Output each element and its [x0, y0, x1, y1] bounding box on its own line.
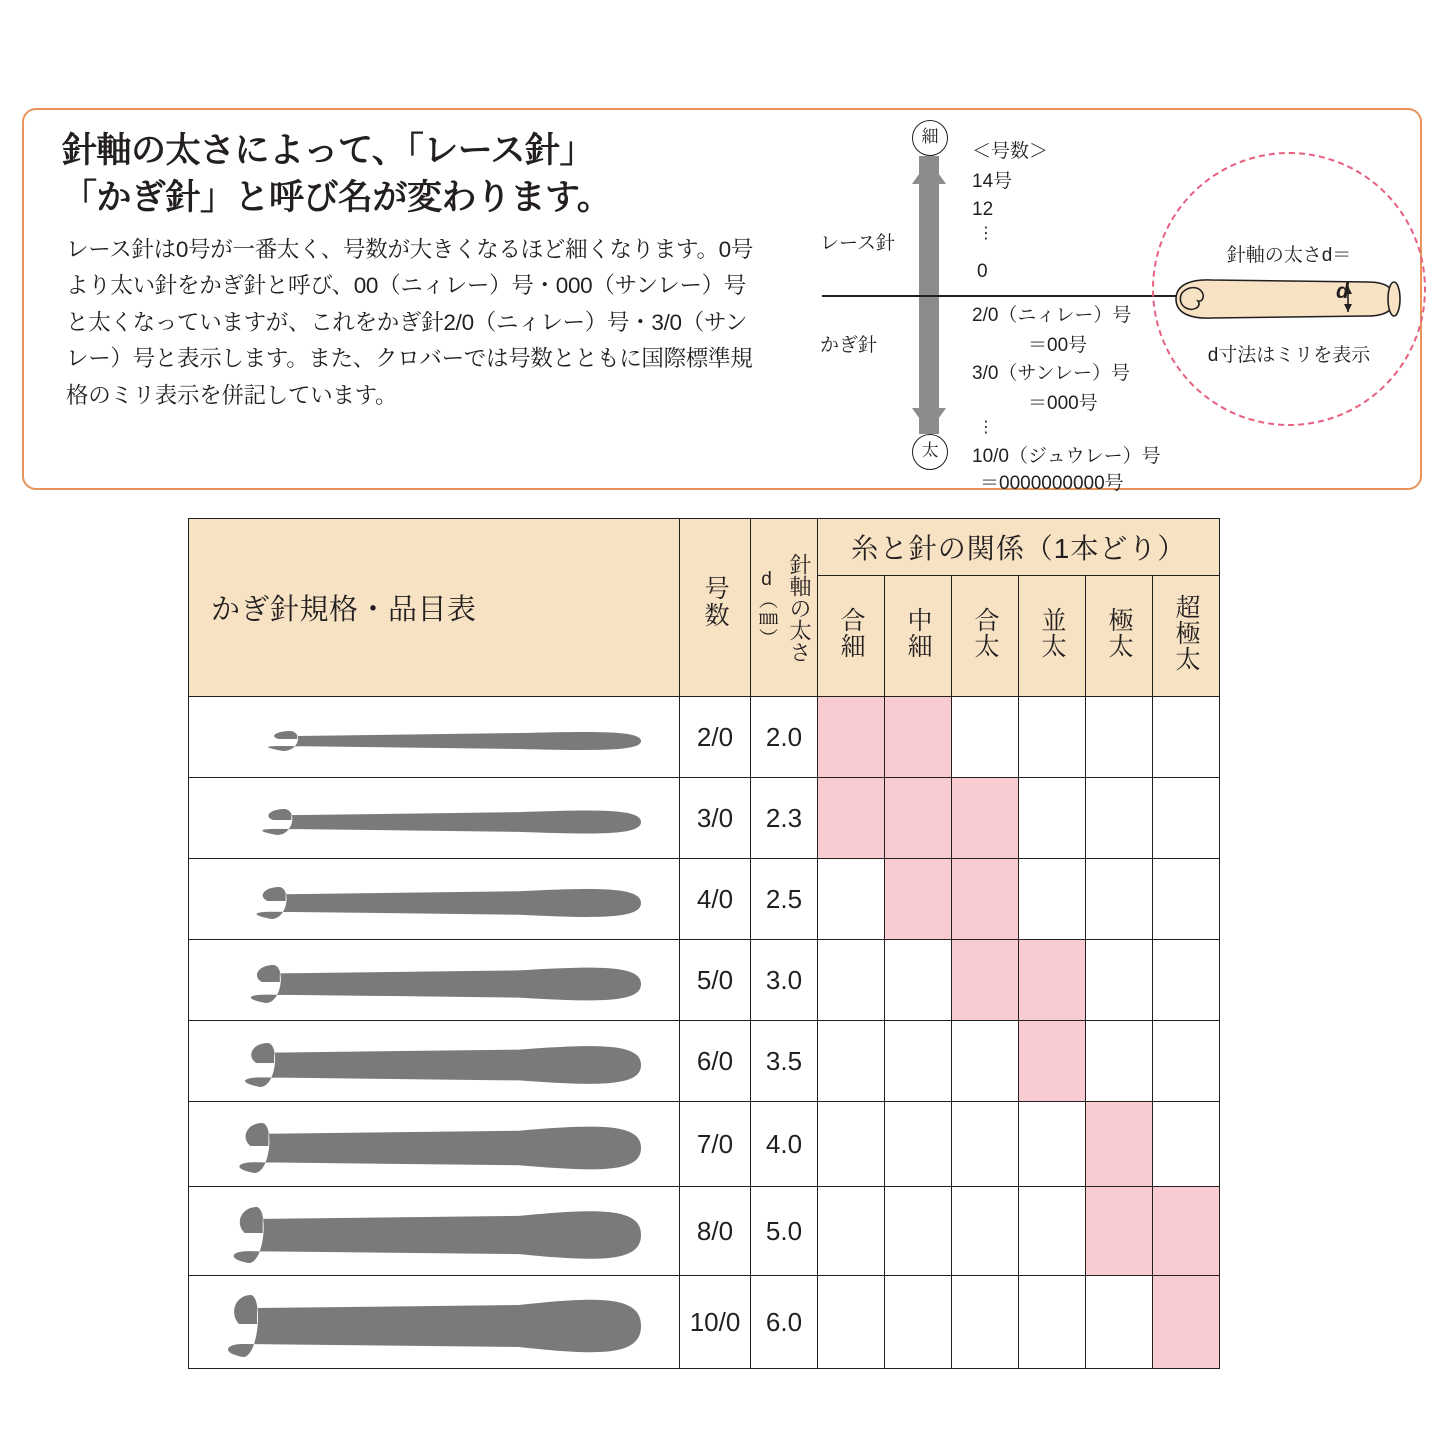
cell-thickness-mm: 2.3: [751, 778, 818, 859]
needle-scale-diagram: [784, 112, 1184, 494]
scale-label-lace-needle: レース針: [820, 233, 896, 254]
crochet-hook-diagram-icon: [1172, 276, 1406, 322]
cell-size: 3/0: [680, 778, 751, 859]
cell-yarn-empty: [1153, 859, 1220, 940]
cell-yarn-match: [818, 697, 885, 778]
detail-bottom-label: d寸法はミリを表示: [1207, 345, 1371, 366]
needle-illustration-cell: [189, 778, 680, 859]
cell-yarn-empty: [885, 1102, 952, 1187]
needle-illustration-cell: [189, 697, 680, 778]
table-row: [189, 697, 1220, 778]
cell-yarn-empty: [818, 1276, 885, 1369]
cell-thickness-mm: 2.0: [751, 697, 818, 778]
needle-illustration-cell: [189, 1021, 680, 1102]
cell-yarn-match: [885, 778, 952, 859]
cell-yarn-match: [885, 697, 952, 778]
cell-size: 10/0: [680, 1276, 751, 1369]
col-header-thickness-unit: d（㎜）: [756, 568, 777, 647]
scale-thin-label: 細: [912, 120, 948, 156]
scale-item-1: 12: [972, 199, 994, 220]
cell-thickness-mm: 5.0: [751, 1187, 818, 1276]
cell-yarn-empty: [885, 1187, 952, 1276]
needle-illustration-cell: [189, 940, 680, 1021]
cell-yarn-match: [818, 778, 885, 859]
cell-yarn-empty: [885, 1021, 952, 1102]
cell-yarn-match: [1086, 1187, 1153, 1276]
needle-illustration-cell: [189, 1102, 680, 1187]
scale-label-crochet-hook: かぎ針: [820, 335, 878, 356]
cell-yarn-empty: [1086, 1276, 1153, 1369]
col-header-yarn-label: 中細: [904, 606, 932, 659]
cell-yarn-empty: [1019, 697, 1086, 778]
detail-top-label: 針軸の太さd＝: [1226, 245, 1352, 266]
scale-item-0: 14号: [972, 171, 1013, 192]
cell-size: 8/0: [680, 1187, 751, 1276]
cell-yarn-empty: [1086, 940, 1153, 1021]
col-header-yarn-label: 合細: [837, 606, 865, 659]
cell-yarn-empty: [952, 697, 1019, 778]
cell-yarn-empty: [1153, 1021, 1220, 1102]
col-header-relation: 糸と針の関係（1本どり）: [818, 519, 1220, 576]
cell-yarn-match: [952, 859, 1019, 940]
cell-yarn-empty: [1086, 697, 1153, 778]
col-header-yarn-2: [952, 576, 1019, 697]
panel-body-text: レース針は0号が一番太く、号数が大きくなるほど細くなります。0号より太い針をかぎ針と呼び、00（ニィレー）号・000（サンレー）号と太くなっていますが、これをかぎ針2/0（ニィレー）号・3/0（サンレー）号と表示します。また、クロバーでは号数とともに国際標準規格のミリ表示を併記しています。: [66, 237, 754, 408]
scale-item-9: 10/0（ジュウレー）号: [972, 446, 1161, 467]
col-header-yarn-0: [818, 576, 885, 697]
cell-size: 5/0: [680, 940, 751, 1021]
cell-yarn-empty: [1086, 1021, 1153, 1102]
col-header-yarn-label: 合太: [971, 606, 999, 659]
cell-yarn-empty: [1019, 778, 1086, 859]
scale-arrow-down-icon: [912, 408, 946, 432]
cell-yarn-empty: [1019, 859, 1086, 940]
cell-thickness-mm: 3.0: [751, 940, 818, 1021]
cell-size: 7/0: [680, 1102, 751, 1187]
cell-yarn-empty: [1153, 778, 1220, 859]
needle-illustration-cell: [189, 1187, 680, 1276]
col-header-yarn-label: 超極太: [1172, 593, 1200, 672]
info-panel: [22, 108, 1422, 494]
detail-d-letter: d: [1336, 280, 1349, 303]
scale-thick-label: 太: [912, 434, 948, 470]
scale-item-8: ⋮: [978, 419, 994, 436]
cell-yarn-empty: [818, 859, 885, 940]
hook-detail-callout: [1152, 152, 1426, 426]
cell-yarn-empty: [1153, 1102, 1220, 1187]
cell-thickness-mm: 2.5: [751, 859, 818, 940]
cell-yarn-match: [1153, 1276, 1220, 1369]
scale-item-6: 3/0（サンレー）号: [972, 363, 1130, 384]
table-row: [189, 1021, 1220, 1102]
cell-yarn-empty: [818, 940, 885, 1021]
col-header-yarn-5: [1153, 576, 1220, 697]
cell-yarn-empty: [1153, 697, 1220, 778]
table-title-cell: かぎ針規格・品目表: [189, 519, 680, 697]
col-header-yarn-3: [1019, 576, 1086, 697]
table-row: [189, 1187, 1220, 1276]
cell-yarn-empty: [952, 1102, 1019, 1187]
scale-item-5: ＝00号: [1028, 335, 1088, 356]
scale-item-4: 2/0（ニィレー）号: [972, 305, 1132, 326]
scale-item-2: ⋮: [978, 225, 994, 242]
cell-yarn-empty: [1086, 859, 1153, 940]
cell-yarn-empty: [818, 1021, 885, 1102]
scale-item-7: ＝000号: [1028, 393, 1098, 414]
scale-title: ＜号数＞: [972, 141, 1049, 162]
col-header-yarn-4: [1086, 576, 1153, 697]
scale-divider-line: [822, 295, 1192, 297]
cell-yarn-match: [952, 940, 1019, 1021]
cell-yarn-empty: [1019, 1102, 1086, 1187]
table-row: [189, 859, 1220, 940]
cell-yarn-empty: [952, 1276, 1019, 1369]
cell-yarn-empty: [818, 1187, 885, 1276]
table-row: [189, 778, 1220, 859]
cell-size: 2/0: [680, 697, 751, 778]
cell-yarn-match: [1019, 940, 1086, 1021]
col-header-gousuu-label: 号数: [701, 575, 730, 630]
cell-yarn-match: [1086, 1102, 1153, 1187]
col-header-thickness-label: 針軸の太さ: [787, 552, 812, 663]
cell-size: 4/0: [680, 859, 751, 940]
table-row: [189, 940, 1220, 1021]
cell-yarn-match: [1019, 1021, 1086, 1102]
cell-yarn-empty: [1086, 778, 1153, 859]
cell-thickness-mm: 4.0: [751, 1102, 818, 1187]
panel-headline: 針軸の太さによって、「レース針」 「かぎ針」と呼び名が変わります。: [62, 131, 612, 217]
cell-yarn-match: [885, 859, 952, 940]
cell-yarn-empty: [885, 1276, 952, 1369]
cell-yarn-empty: [1019, 1187, 1086, 1276]
cell-yarn-match: [1153, 1187, 1220, 1276]
col-header-thickness: [751, 519, 818, 697]
col-header-yarn-label: 並太: [1038, 606, 1066, 659]
needle-illustration-cell: [189, 859, 680, 940]
col-header-yarn-1: [885, 576, 952, 697]
cell-yarn-empty: [1153, 940, 1220, 1021]
cell-yarn-empty: [818, 1102, 885, 1187]
scale-item-10: ＝0000000000号: [980, 473, 1124, 494]
needle-illustration-cell: [189, 1276, 680, 1369]
cell-yarn-empty: [952, 1187, 1019, 1276]
cell-size: 6/0: [680, 1021, 751, 1102]
cell-yarn-empty: [885, 940, 952, 1021]
cell-yarn-match: [952, 778, 1019, 859]
cell-yarn-empty: [1019, 1276, 1086, 1369]
table-row: [189, 1276, 1220, 1369]
col-header-yarn-label: 極太: [1105, 606, 1133, 659]
table-header-row-1: [189, 519, 1220, 576]
cell-thickness-mm: 6.0: [751, 1276, 818, 1369]
scale-item-3: 0: [977, 261, 988, 282]
table-body: [189, 697, 1220, 1369]
cell-yarn-empty: [952, 1021, 1019, 1102]
col-header-gousuu: [680, 519, 751, 697]
hook-spec-table: [188, 518, 1220, 1369]
scale-arrow-up-icon: [912, 160, 946, 184]
table-row: [189, 1102, 1220, 1187]
cell-thickness-mm: 3.5: [751, 1021, 818, 1102]
